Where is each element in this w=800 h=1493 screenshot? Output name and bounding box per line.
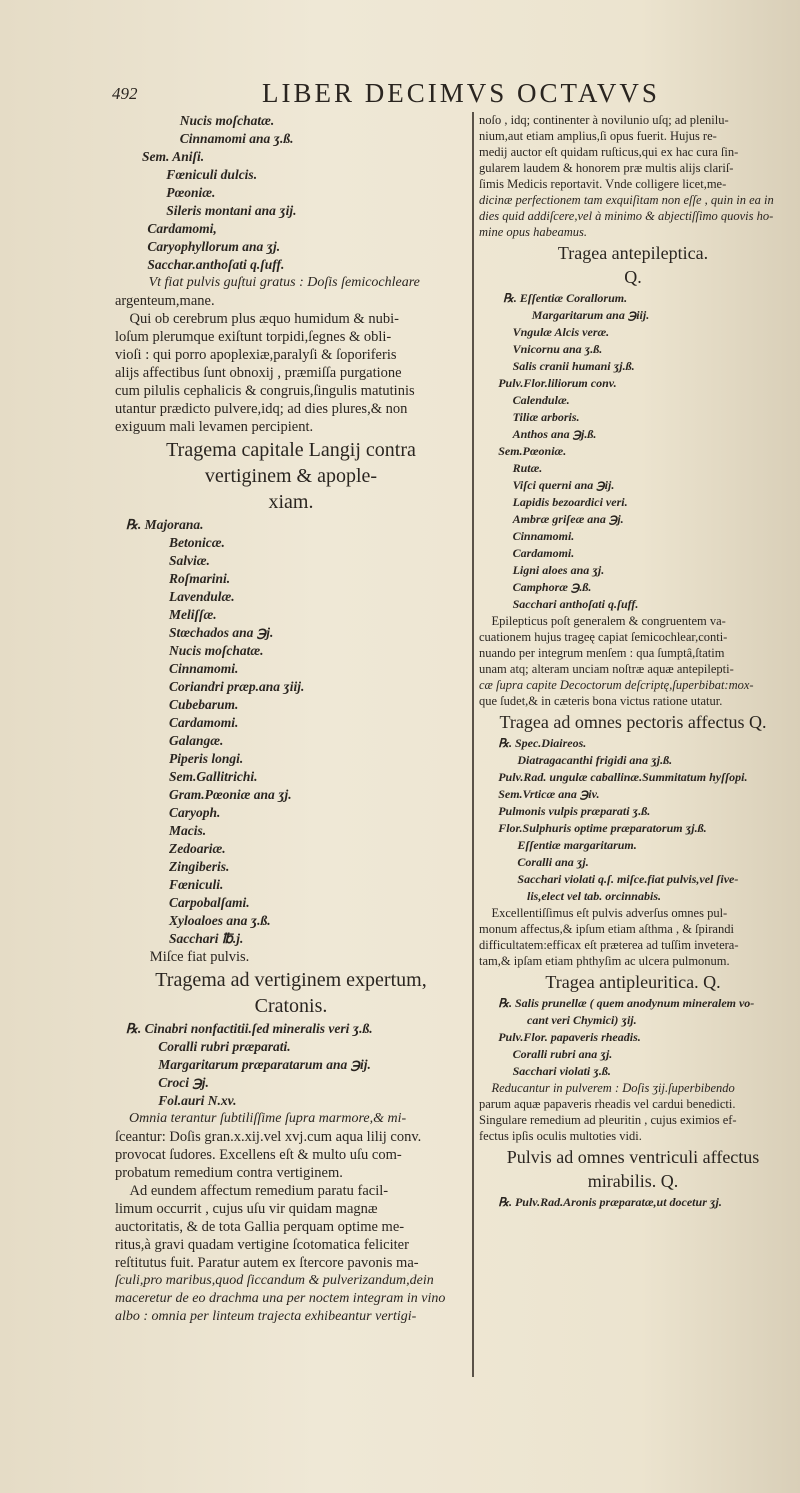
text-line: difficultatem:efficax eſt præterea ad tuſſim invetera- xyxy=(479,938,739,952)
text-line: exiguum mali levamen percipient. xyxy=(115,419,314,435)
recipe-line: Sacchari violati ʒ.ß. xyxy=(512,1064,611,1078)
recipe-line: Ambræ griſeæ ana ℈j. xyxy=(512,512,624,526)
recipe-line: Sacchar.anthoſati q.ſuff. xyxy=(147,257,285,272)
section-heading: Tragea antipleuritica. Q. xyxy=(545,972,721,992)
recipe-line: Salviæ. xyxy=(169,553,210,568)
recipe-line: Cardamomi, xyxy=(147,221,217,236)
section-heading: vertiginem & apople- xyxy=(204,465,378,487)
text-line: reſtitutus fuit. Paratur autem ex ſtercore pavonis ma- xyxy=(115,1255,419,1271)
text-line: Excellentiſſimus eſt pulvis adverſus omnes pul- xyxy=(491,906,728,920)
section-heading: Cratonis. xyxy=(254,995,328,1017)
recipe-line: ℞. Majorana. xyxy=(125,517,204,532)
recipe-line: Macis. xyxy=(169,823,207,838)
recipe-line: Zingiberis. xyxy=(169,859,230,874)
recipe-line: Sacchari violati q.ſ. miſce.fiat pulvis,vel ſive- xyxy=(517,872,739,886)
recipe-line: Fol.auri N.xv. xyxy=(158,1093,237,1108)
text-line: parum aquæ papaveris rheadis vel cardui benedicti. xyxy=(479,1097,736,1111)
recipe-line: Cardamomi. xyxy=(169,715,239,730)
text-line: ritus,à gravi quadam vertigine ſcotomatica feliciter xyxy=(115,1237,409,1253)
recipe-line: ℞. Eſſentiæ Corallorum. xyxy=(503,291,628,305)
column-rule xyxy=(472,112,474,1377)
section-heading: Tragea ad omnes pectoris affectus Q. xyxy=(499,712,767,732)
recipe-line: Pulv.Rad. ungulæ caballinæ.Summitatum hyſſopi. xyxy=(498,770,748,784)
section-heading: xiam. xyxy=(268,491,314,513)
section-heading: Tragea antepileptica. xyxy=(557,243,709,263)
text-line: argenteum,mane. xyxy=(115,293,215,309)
recipe-line: Salis cranii humani ʒj.ß. xyxy=(512,359,635,373)
recipe-line: Nucis moſchatæ. xyxy=(169,643,264,658)
recipe-line: Flor.Sulphuris optime præparatorum ʒj.ß. xyxy=(498,821,707,835)
recipe-line: Lavendulæ. xyxy=(169,589,235,604)
text-line: cuationem hujus trageę capiat ſemicochlear,conti- xyxy=(479,630,728,644)
recipe-line: Margaritarum ana ℈iij. xyxy=(531,308,650,322)
recipe-line: Caryoph. xyxy=(169,805,221,820)
text-line: dies quid addiſcere,vel à minimo & abjectiſſimo quovis ho- xyxy=(479,209,774,223)
recipe-line: Sacchari ℔.j. xyxy=(169,931,244,946)
recipe-line: Fœniculi. xyxy=(169,877,224,892)
recipe-line: Caryophyllorum ana ʒj. xyxy=(147,239,281,254)
text-line: noſo , idq; continenter à novilunio uſq; ad plenilu- xyxy=(479,113,729,127)
text-line: Epilepticus poſt generalem & congruentem va- xyxy=(491,614,726,628)
text-line: fectus ipſis oculis multoties vidi. xyxy=(479,1129,642,1143)
text-line: medij auctor eſt quidam ruſticus,qui ex hac cura ſin- xyxy=(479,145,739,159)
recipe-line: Xyloaloes ana ʒ.ß. xyxy=(169,913,271,928)
recipe-line: Coralli rubri ana ʒj. xyxy=(512,1047,613,1061)
page-number: 492 xyxy=(112,84,138,103)
recipe-line: Anthos ana ℈j.ß. xyxy=(512,427,597,441)
section-heading: Tragema ad vertiginem expertum, xyxy=(155,969,427,991)
recipe-line: Diatragacanthi frigidi ana ʒj.ß. xyxy=(517,753,673,767)
recipe-line: ℞. Spec.Diaireos. xyxy=(498,736,587,750)
text-line: nium,aut etiam amplius,ſi opus fuerit. Hujus re- xyxy=(479,129,717,143)
text-line: probatum remedium contra vertiginem. xyxy=(115,1165,343,1181)
text-line: gularem laudem & honorem præ multis alijs clariſ- xyxy=(479,161,734,175)
recipe-line: Fœniculi dulcis. xyxy=(166,167,258,182)
text-line: albo : omnia per linteum trajecta exhibeantur vertigi- xyxy=(115,1309,417,1324)
text-line: provocat ſudores. Excellens eſt & multo uſu com- xyxy=(115,1147,402,1163)
recipe-line: Lapidis bezoardici veri. xyxy=(512,495,628,509)
text-line: nuando per integrum menſem : qua ſumptâ,ſtatim xyxy=(479,646,725,660)
recipe-line: Viſci querni ana ℈ij. xyxy=(512,478,615,492)
recipe-line: Sacchari anthoſati q.ſuff. xyxy=(512,597,639,611)
text-line: tam,& ipſam etiam phthyſim ac ulcera pulmonum. xyxy=(479,954,730,968)
recipe-line: Cardamomi. xyxy=(512,546,575,560)
recipe-line: Vngulæ Alcis veræ. xyxy=(512,325,610,339)
text-line: utantur prædicto pulvere,idq; ad dies plures,& non xyxy=(115,401,408,417)
recipe-line: Cubebarum. xyxy=(169,697,239,712)
recipe-line: Rutæ. xyxy=(512,461,543,475)
recipe-line: Coralli rubri præparati. xyxy=(158,1039,291,1054)
recipe-line: Croci ℈j. xyxy=(158,1075,209,1090)
text-line: dicinæ perfectionem tam exquiſitam non eſſe , quin in ea in xyxy=(479,193,774,207)
text-line: loſum plerumque exiſtunt torpidi,ſegnes & obli- xyxy=(115,329,392,345)
section-heading: Pulvis ad omnes ventriculi affectus xyxy=(506,1147,760,1167)
recipe-line: Piperis longi. xyxy=(169,751,244,766)
recipe-line: Meliſſæ. xyxy=(169,607,217,622)
section-heading: Tragema capitale Langij contra xyxy=(166,439,416,461)
section-heading: Q. xyxy=(624,267,642,287)
recipe-line: Gram.Pœoniæ ana ʒj. xyxy=(169,787,292,802)
text-line: Vt fiat pulvis guſtui gratus : Doſis ſemicochleare xyxy=(148,275,420,290)
text-line: limum occurrit , cujus uſu vir quidam magnæ xyxy=(115,1201,378,1217)
recipe-line: Pulv.Flor. papaveris rheadis. xyxy=(498,1030,641,1044)
recipe-line: ℞. Cinabri nonfactitii.ſed mineralis veri ʒ.ß. xyxy=(125,1021,373,1036)
text-line: maceretur de eo drachma una per noctem integram in vino xyxy=(115,1291,446,1306)
text-line: auctoritatis, & de tota Gallia perquam optime me- xyxy=(115,1219,405,1235)
recipe-line: ℞. Salis prunellæ ( quem anodynum mineralem vo- xyxy=(498,996,755,1010)
text-line: mine opus habeamus. xyxy=(479,225,587,239)
section-heading: mirabilis. Q. xyxy=(587,1171,679,1191)
text-line: vioſi : qui porro apoplexiæ,paralyſi & ſoporiferis xyxy=(115,347,397,363)
text-line: cum pilulis cephalicis & congruis,ſingulis matutinis xyxy=(115,383,415,399)
recipe-line: Betonicæ. xyxy=(169,535,225,550)
text-line: Singulare remedium ad pleuritin , cujus eximios ef- xyxy=(479,1113,737,1127)
recipe-line: Pulv.Flor.liliorum conv. xyxy=(498,376,617,390)
text-line: ſimis Medicis reportavit. Vnde colligere licet,me- xyxy=(479,177,727,191)
text-line: Miſce fiat pulvis. xyxy=(149,949,250,965)
recipe-line: Cinnamomi ana ʒ.ß. xyxy=(179,131,294,146)
recipe-line: Ligni aloes ana ʒj. xyxy=(512,563,605,577)
recipe-line: Tiliæ arboris. xyxy=(512,410,580,424)
text-line: unam atq; alteram unciam noſtræ aquæ antepilepti- xyxy=(479,662,734,676)
recipe-line: Camphoræ ℈.ß. xyxy=(512,580,592,594)
recipe-line: Sileris montani ana ʒij. xyxy=(166,203,297,218)
recipe-line: Nucis moſchatæ. xyxy=(179,113,275,128)
text-line: ſceantur: Doſis gran.x.xij.vel xvj.cum aqua lilij conv. xyxy=(115,1129,422,1145)
recipe-line: lis,elect vel tab. orcinnabis. xyxy=(527,889,661,903)
text-line: Ad eundem affectum remedium paratu facil- xyxy=(129,1183,389,1199)
recipe-line: ℞. Pulv.Rad.Aronis præparatæ,ut docetur ʒj. xyxy=(498,1195,722,1209)
text-line: ſculi,pro maribus,quod ſiccandum & pulverizandum,dein xyxy=(115,1273,434,1288)
recipe-line: Stœchados ana ℈j. xyxy=(169,625,274,640)
recipe-line: Vnicornu ana ʒ.ß. xyxy=(512,342,603,356)
recipe-line: Sem. Aniſi. xyxy=(142,149,205,164)
text-line: monum affectus,& ipſum etiam aſthma , & ſpirandi xyxy=(479,922,734,936)
running-head: LIBER DECIMVS OCTAVVS xyxy=(262,78,660,108)
recipe-line: Coralli ana ʒj. xyxy=(517,855,589,869)
recipe-line: Coriandri præp.ana ʒiij. xyxy=(169,679,305,694)
text-line: Qui ob cerebrum plus æquo humidum & nubi- xyxy=(129,311,399,327)
recipe-line: Roſmarini. xyxy=(169,571,231,586)
text-line: que ſudet,& in cæteris bona victus ratione utatur. xyxy=(479,694,723,708)
recipe-line: Sem.Pœoniæ. xyxy=(498,444,567,458)
recipe-line: Sem.Gallitrichi. xyxy=(169,769,258,784)
text-line: Reducantur in pulverem : Doſis ʒij.ſuperbibendo xyxy=(491,1081,735,1095)
recipe-line: Galangæ. xyxy=(169,733,224,748)
recipe-line: cant veri Chymici) ʒij. xyxy=(527,1013,637,1027)
recipe-line: Eſſentiæ margaritarum. xyxy=(517,838,637,852)
text-line: cæ ſupra capite Decoctorum deſcriptę,ſuperbibat:mox- xyxy=(479,678,754,692)
recipe-line: Pœoniæ. xyxy=(166,185,216,200)
recipe-line: Carpobalſami. xyxy=(169,895,250,910)
page-header xyxy=(112,78,772,112)
recipe-line: Calendulæ. xyxy=(512,393,570,407)
recipe-line: Cinnamomi. xyxy=(512,529,575,543)
recipe-line: Cinnamomi. xyxy=(169,661,239,676)
text-line: Omnia terantur ſubtiliſſime ſupra marmore,& mi- xyxy=(129,1111,407,1126)
recipe-line: Pulmonis vulpis præparati ʒ.ß. xyxy=(498,804,651,818)
right-column xyxy=(479,112,787,1211)
left-column xyxy=(115,112,467,1326)
text-line: alijs affectibus ſunt obnoxij , præmiſſa purgatione xyxy=(115,365,402,381)
recipe-line: Sem.Vrticæ ana ℈iv. xyxy=(498,787,600,801)
recipe-line: Zedoariæ. xyxy=(169,841,226,856)
recipe-line: Margaritarum præparatarum ana ℈ij. xyxy=(158,1057,371,1072)
